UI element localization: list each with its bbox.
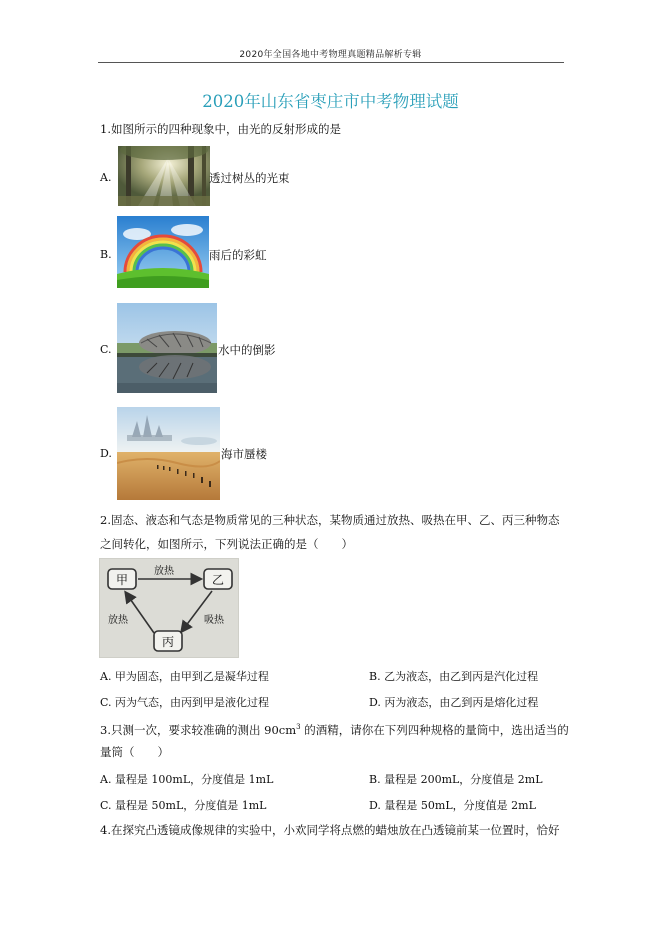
node-bing: 丙: [161, 635, 174, 649]
rainbow-image: [117, 216, 209, 288]
question-1-stem: 1.如图所示的四种现象中，由光的反射形成的是: [100, 122, 341, 136]
q1-option-c-letter: C.: [100, 343, 112, 356]
question-4-stem-line1: 4.在探究凸透镜成像规律的实验中，小欢同学将点燃的蜡烛放在凸透镜前某一位置时，恰好: [100, 823, 560, 837]
q1-option-d-letter: D.: [100, 447, 112, 460]
label-right: 吸热: [204, 615, 224, 626]
mirage-image: [117, 407, 220, 500]
question-3-stem-line1: 3.只测一次，要求较准确的测出 $90cm^3$ 的酒精，请你在下列四种规格的量筒中，选出适当的: [100, 722, 569, 737]
q1-option-d-text: 海市蜃楼: [221, 447, 267, 461]
header-divider: [98, 62, 564, 63]
q1-option-a-text: 透过树丛的光束: [209, 171, 290, 185]
q2-option-a: A. 甲为固态，由甲到乙是凝华过程: [100, 670, 269, 683]
q3-option-d: D. 量程是 50mL，分度值是 2mL: [369, 799, 536, 812]
water-reflection-image: [117, 303, 217, 393]
label-top: 放热: [154, 566, 174, 577]
q2-option-b: B. 乙为液态，由乙到丙是汽化过程: [369, 670, 539, 683]
node-yi: 乙: [211, 573, 224, 587]
node-jia: 甲: [115, 573, 128, 587]
q1-option-a-letter: A.: [100, 171, 112, 184]
sunbeam-forest-image: [118, 146, 210, 206]
q2-option-c: C. 丙为气态，由丙到甲是液化过程: [100, 696, 270, 709]
q1-option-b-text: 雨后的彩虹: [209, 248, 267, 262]
label-left: 放热: [108, 615, 128, 626]
question-2-stem-line1: 2.固态、液态和气态是物质常见的三种状态，某物质通过放热、吸热在甲、乙、丙三种物态: [100, 513, 560, 527]
q3-option-b: B. 量程是 200mL，分度值是 2mL: [369, 773, 543, 786]
phase-transition-diagram: [99, 558, 239, 658]
question-3-stem-line2: 量筒（ ）: [100, 745, 169, 759]
q3-option-c: C. 量程是 50mL，分度值是 1mL: [100, 799, 267, 812]
question-2-stem-line2: 之间转化，如图所示，下列说法正确的是（ ）: [100, 537, 353, 551]
q2-option-d: D. 丙为液态，由乙到丙是熔化过程: [369, 696, 539, 709]
page-title: 2020年山东省枣庄市中考物理试题: [202, 92, 459, 111]
q3-option-a: A. 量程是 100mL，分度值是 1mL: [100, 773, 274, 786]
q1-option-b-letter: B.: [100, 248, 112, 261]
page-header: 2020年全国各地中考物理真题精品解析专辑: [239, 50, 422, 60]
q1-option-c-text: 水中的倒影: [218, 343, 276, 357]
